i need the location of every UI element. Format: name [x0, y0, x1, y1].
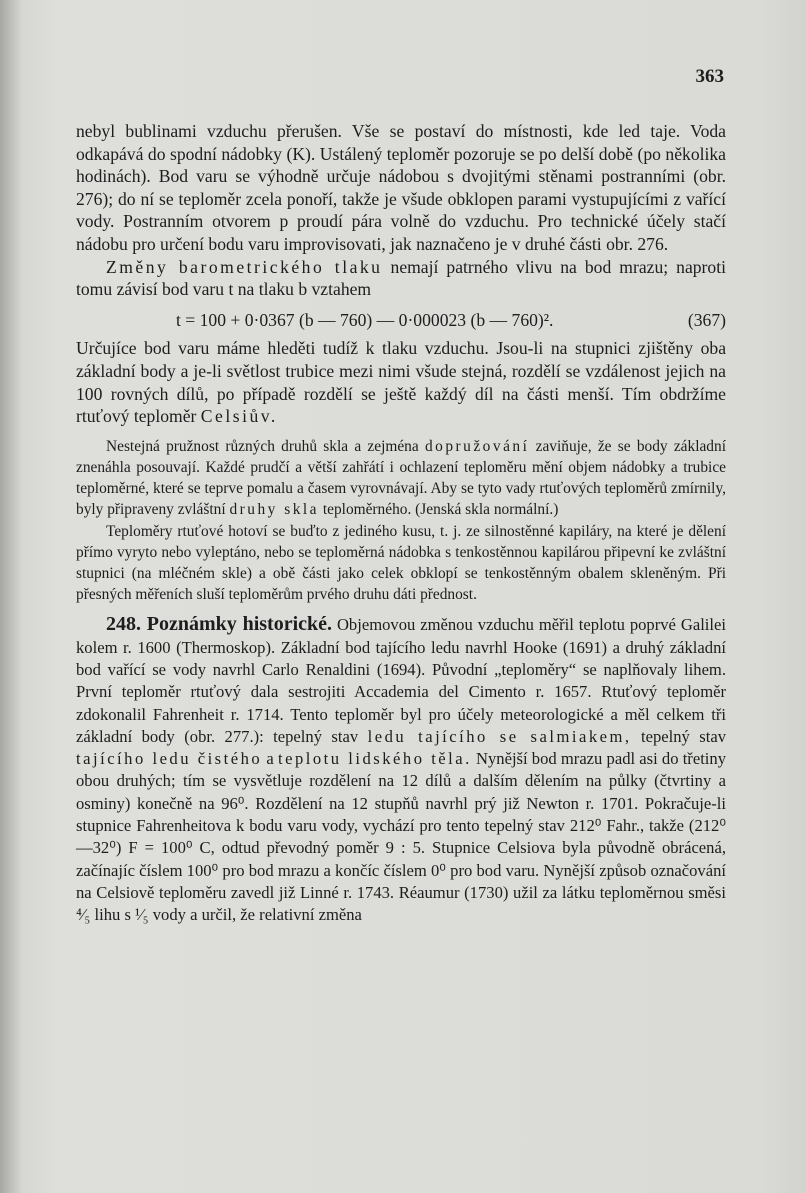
small-1b: zaviňuje, že se body základní znenáhla posouvají. Každé prudčí a větší zahřátí i ochlazení teploměru mění objem nádobky a trubice teploměrné, které se teprve pomalu a časem vyrovnávají. Aby se tyto vady rtuťových teploměrů zmírnily, byly připraveny zvláštní — [76, 437, 726, 519]
emphasis-dopruzovani: dopružování — [424, 437, 530, 455]
paragraph-3 — [76, 337, 726, 427]
main-text — [76, 120, 726, 428]
small-1c: teploměrného. (Jenská skla normální.) — [322, 501, 559, 519]
section-248 — [76, 613, 726, 926]
emphasis-pure-ice: tajícího ledu čistého — [76, 749, 263, 769]
paragraph-2 — [76, 256, 726, 301]
section-text-a: Objemovou změnou vzduchu měřil teplotu poprvé Galilei kolem r. 1600 (Thermoskop). Základní bod tajícího ledu navrhl Hooke (1691) a druhý základní bod vařící se vody navrhl Carlo Renaldini (1694). Původní „teploměry“ se naplňovaly lihem. První teploměr rtuťový dala sestrojiti Accademia del Cimento r. 1657. Rtuťový teploměr zdokonalil Fahrenheit r. 1714. Tento teploměr byl pro účely meteorologické a měl celkem tři základní body (obr. 277.): tepelný stav — [76, 615, 726, 746]
section-paragraph — [76, 613, 726, 926]
emphasis-body-temperature: teplotu lidského těla. — [278, 749, 472, 769]
section-text-c: a — [266, 749, 274, 769]
equation-text: t = 100 + 0·0367 (b — 760) — 0·000023 (b — 760)². — [176, 309, 554, 330]
paragraph-3-text: Určujíce bod varu máme hleděti tudíž k tlaku vzduchu. Jsou-li na stupnici zjištěny oba základní body a je-li světlost trubice mezi nimi všude stejná, rozdělí se vzdálenost jejich na 100 rovných dílů, po případě rozdělí se ještě každý díl na části menší. Tím obdržíme rtuťový teploměr — [76, 338, 726, 427]
emphasis-druhy-skla: druhy skla — [229, 501, 319, 519]
equation-367 — [76, 309, 726, 332]
paragraph-1: nebyl bublinami vzduchu přerušen. Vše se postaví do místnosti, kde led taje. Voda odkapává do spodní nádobky (K). Ustálený teploměr pozoruje se po delší době (po několika hodinách). Bod varu se výhodně určuje nádobou s dvojitými stěnami postranními (obr. 276); do ní se teploměr zcela ponoří, takže je všude obklopen parami vystupujícími z vařící vody. Postranním otvorem p proudí pára volně do vzduchu. Pro technické účely stačí nádobu pro určení bodu varu improvisovati, jak naznačeno je v druhé části obr. 276. — [76, 121, 726, 254]
equation-number: (367) — [687, 309, 726, 330]
page-body — [76, 120, 726, 927]
emphasis-salmiak: ledu tajícího se salmiakem, — [367, 726, 632, 746]
section-title: 248. Poznámky historické. — [106, 613, 333, 636]
paragraph-2-rest: nemají patrného vlivu na bod mrazu; naproti tomu závisí bod varu t na tlaku b vztahem — [76, 256, 726, 300]
page-number: 363 — [695, 66, 724, 87]
small-paragraph-1 — [76, 436, 726, 521]
section-text-d: Nynější bod mrazu padl asi do třetiny obou druhých; tím se vysvětluje rozdělení na 12 dílů a dalším dělením na půlky (čtvrtiny a osminy) konečně na 96⁰. Rozdělení na 12 stupňů navrhl prý již Newton r. 1701. Pokračuje-li stupnice Fahrenheitova k bodu varu vody, vychází pro tento tepelný stav 212⁰ Fahr., takže (212⁰—32⁰) F = 100⁰ C, odtud převodný poměr 9 : 5. Stupnice Celsiova byla původně obrácená, začínajíc číslem 100⁰ pro bod mrazu a končíc číslem 0⁰ pro bod varu. Nynější způsob označování na Celsiově teploměru zavedl již Linné r. 1743. Réaumur (1730) užil za látku teploměrnou směsi ⁴⁄₅ lihu s ¹⁄₅ vody a určil, že relativní změna — [76, 749, 727, 925]
small-paragraph-2: Teploměry rtuťové hotoví se buďto z jediného kusu, t. j. ze silnostěnné kapiláry, na které je dělení přímo vyryto nebo vyleptáno, nebo se teploměrná nádobka s tenkostěnnou kapilárou připevní ke zvláštní stupnici (na mléčném skle) a obě části jako celek obklopí se tenkostěnným obalem skleněným. Při přesných měřeních sluší teploměrům prvého druhu dáti přednost. — [76, 522, 726, 604]
small-1a: Nestejná pružnost různých druhů skla a zejména — [106, 437, 419, 455]
small-print — [76, 436, 726, 606]
emphasis-pressure-changes: Změny barometrického tlaku — [106, 256, 383, 277]
emphasis-celsius: Celsiův. — [200, 406, 278, 427]
section-text-b: tepelný stav — [641, 726, 726, 746]
